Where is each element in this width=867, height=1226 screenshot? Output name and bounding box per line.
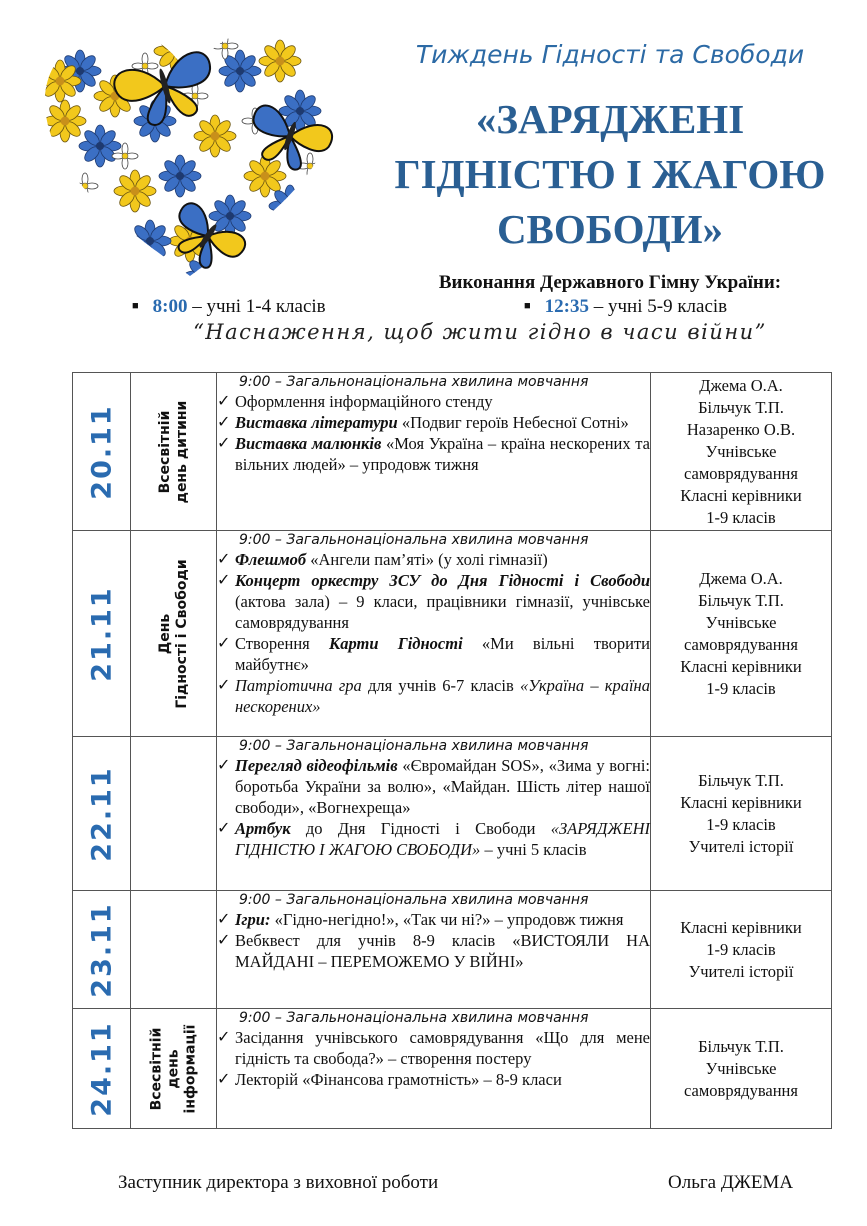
responsible-cell: [651, 891, 832, 1009]
checkmark-icon: ✓: [217, 414, 231, 431]
date-cell: [73, 1009, 131, 1129]
events-cell: [217, 1009, 651, 1129]
schedule-row: [73, 531, 832, 737]
checkmark-icon: ✓: [217, 635, 231, 652]
event-text: – учні 5 класів: [480, 840, 587, 859]
motto: “Наснаження, щоб жити гідно в часи війни”: [193, 320, 767, 344]
day-name-cell: [131, 737, 217, 891]
schedule-row: [73, 1009, 832, 1129]
schedule-row: [73, 373, 832, 531]
responsible-person: Назаренко О.В.: [686, 419, 796, 439]
events-cell: [217, 531, 651, 737]
day-name-cell: [131, 531, 217, 737]
date-cell: [73, 373, 131, 531]
event-text: Виставка літератури: [235, 413, 398, 432]
day-name: [157, 400, 191, 503]
event-text: Оформлення інформаційного стенду: [235, 392, 493, 411]
event-text: Засідання учнівського самоврядування «Що для мене гідність та свобода?» – створення постеру: [235, 1028, 650, 1068]
event-item: [217, 633, 650, 675]
day-name-line: день: [165, 1048, 181, 1089]
event-text: Карти Гідності: [329, 634, 463, 653]
responsible-person: самоврядування: [684, 463, 798, 483]
event-text: «Моя Україна – країна нескорених та вільних людей» – упродовж тижня: [235, 434, 650, 474]
event-item: [217, 909, 650, 930]
event-text: для учнів 6-7 класів: [361, 676, 520, 695]
responsible-cell: [651, 1009, 832, 1129]
responsible-person: Більчук Т.П.: [698, 397, 784, 417]
event-text: «Гідно-негідно!», «Так чи ні?» – упродовж тижня: [270, 910, 624, 929]
schedule-row: [73, 891, 832, 1009]
main-title-line: «ЗАРЯДЖЕНІ: [475, 96, 745, 142]
day-name-cell: [131, 373, 217, 531]
responsible-person: Учителі історії: [688, 836, 794, 856]
day-name: [148, 1024, 199, 1113]
responsible-person: 1-9 класів: [706, 678, 776, 698]
responsible-cell: [651, 737, 832, 891]
day-name-cell: [131, 1009, 217, 1129]
event-text: Перегляд відеофільмів: [235, 756, 398, 775]
day-name-line: інформації: [182, 1024, 198, 1113]
date-label: 22.11: [86, 765, 117, 862]
checkmark-icon: ✓: [217, 677, 231, 694]
event-text: Виставка малюнків: [235, 434, 382, 453]
event-item: [217, 570, 650, 633]
minute-of-silence: 9:00 – Загальнонаціональна хвилина мовчання: [239, 374, 589, 390]
responsible-person: Учнівське: [705, 1058, 777, 1078]
checkmark-icon: ✓: [217, 1071, 231, 1088]
event-item: [217, 930, 650, 972]
event-text: Лекторій «Фінансова грамотність» – 8-9 класи: [235, 1070, 562, 1089]
responsible-person: Учнівське: [705, 441, 777, 461]
minute-of-silence: 9:00 – Загальнонаціональна хвилина мовчання: [239, 532, 589, 548]
event-item: [217, 755, 650, 818]
checkmark-icon: ✓: [217, 820, 231, 837]
checkmark-icon: ✓: [217, 393, 231, 410]
responsible-person: Більчук Т.П.: [698, 770, 784, 790]
day-name-line: День: [156, 613, 173, 654]
responsible-person: Класні керівники: [680, 792, 802, 812]
date-label: 23.11: [86, 901, 117, 998]
responsible-person: Джема О.А.: [699, 568, 783, 588]
day-name: [157, 559, 191, 708]
event-item: [217, 818, 650, 860]
event-text: «Ангели пам’яті» (у холі гімназії): [306, 550, 548, 569]
main-title-line: СВОБОДИ»: [496, 206, 724, 252]
event-item: [217, 1027, 650, 1069]
responsible-cell: [651, 531, 832, 737]
checkmark-icon: ✓: [217, 1029, 231, 1046]
responsible-cell: [651, 373, 832, 531]
responsible-person: Учителі історії: [688, 961, 794, 981]
event-item: [217, 675, 650, 717]
day-name-line: Всесвітній: [148, 1027, 164, 1110]
event-text: Концерт оркестру ЗСУ до Дня Гідності і Свободи: [235, 571, 650, 590]
schedule-row: [73, 737, 832, 891]
event-text: «Ми вільні творити майбутнє»: [235, 634, 651, 674]
day-name-cell: [131, 891, 217, 1009]
responsible-person: Джема О.А.: [699, 375, 783, 395]
date-cell: [73, 531, 131, 737]
date-label: 24.11: [86, 1020, 117, 1117]
heart-flowers-butterflies-illustration: [40, 26, 340, 282]
events-cell: [217, 891, 651, 1009]
day-name-line: Гідності і Свободи: [173, 558, 190, 709]
checkmark-icon: ✓: [217, 757, 231, 774]
checkmark-icon: ✓: [217, 911, 231, 928]
event-text: Артбук: [235, 819, 291, 838]
main-title-line: ГІДНІСТЮ І ЖАГОЮ: [394, 151, 826, 197]
responsible-person: самоврядування: [684, 1080, 798, 1100]
date-label: 21.11: [86, 585, 117, 682]
date-cell: [73, 891, 131, 1009]
responsible-person: самоврядування: [684, 634, 798, 654]
responsible-person: Учнівське: [705, 612, 777, 632]
responsible-person: 1-9 класів: [706, 507, 776, 527]
day-name-line: Всесвітній: [156, 410, 173, 493]
signature-name: Ольга ДЖЕМА: [668, 1172, 794, 1193]
anthem-time-senior: ■ 12:35 – учні 5-9 класів: [524, 296, 728, 317]
responsible-person: Класні керівники: [680, 485, 802, 505]
event-subtitle: Тиждень Гідності та Свободи: [415, 40, 805, 69]
minute-of-silence: 9:00 – Загальнонаціональна хвилина мовчання: [239, 1010, 589, 1026]
responsible-person: Класні керівники: [680, 656, 802, 676]
responsible-person: Більчук Т.П.: [698, 590, 784, 610]
minute-of-silence: 9:00 – Загальнонаціональна хвилина мовчання: [239, 892, 589, 908]
anthem-heading: Виконання Державного Гімну України:: [438, 272, 782, 293]
event-item: [217, 391, 650, 412]
event-item: [217, 549, 650, 570]
event-text: «Подвиг героїв Небесної Сотні»: [397, 413, 629, 432]
date-cell: [73, 737, 131, 891]
event-text: Ігри:: [235, 910, 271, 929]
event-text: «Україна – країна нескорених»: [235, 676, 650, 716]
main-title: [370, 92, 850, 257]
checkmark-icon: ✓: [217, 932, 231, 949]
responsible-person: Класні керівники: [680, 917, 802, 937]
date-label: 20.11: [86, 403, 117, 500]
event-item: [217, 412, 650, 433]
event-text: Флешмоб: [235, 550, 307, 569]
signature-position: Заступник директора з виховної роботи: [118, 1172, 439, 1193]
minute-of-silence: 9:00 – Загальнонаціональна хвилина мовчання: [239, 738, 589, 754]
checkmark-icon: ✓: [217, 572, 231, 589]
checkmark-icon: ✓: [217, 551, 231, 568]
day-name-line: день дитини: [173, 400, 190, 503]
event-item: [217, 433, 650, 475]
event-text: «ЗАРЯДЖЕНІ ГІДНІСТЮ І ЖАГОЮ СВОБОДИ»: [235, 819, 650, 859]
responsible-person: 1-9 класів: [706, 814, 776, 834]
events-cell: [217, 373, 651, 531]
responsible-person: 1-9 класів: [706, 939, 776, 959]
event-text: «Євромайдан SOS», «Зима у вогні: боротьба України за волю», «Майдан. Шість літер нашої свободи», «Вогнехреща»: [235, 756, 650, 817]
checkmark-icon: ✓: [217, 435, 231, 452]
event-item: [217, 1069, 650, 1090]
events-cell: [217, 737, 651, 891]
responsible-person: Більчук Т.П.: [698, 1036, 784, 1056]
event-text: Патріотична гра: [235, 676, 362, 695]
event-text: Створення: [235, 634, 330, 653]
event-text: Вебквест для учнів 8-9 класів «ВИСТОЯЛИ НА МАЙДАНІ – ПЕРЕМОЖЕМО У ВІЙНІ»: [235, 931, 650, 971]
anthem-time-junior: ■ 8:00 – учні 1-4 класів: [132, 296, 326, 317]
event-text: до Дня Гідності і Свободи: [290, 819, 551, 838]
schedule-table: [72, 372, 832, 1129]
event-text: (актова зала) – 9 класи, працівники гімназії, учнівське самоврядування: [235, 592, 650, 632]
